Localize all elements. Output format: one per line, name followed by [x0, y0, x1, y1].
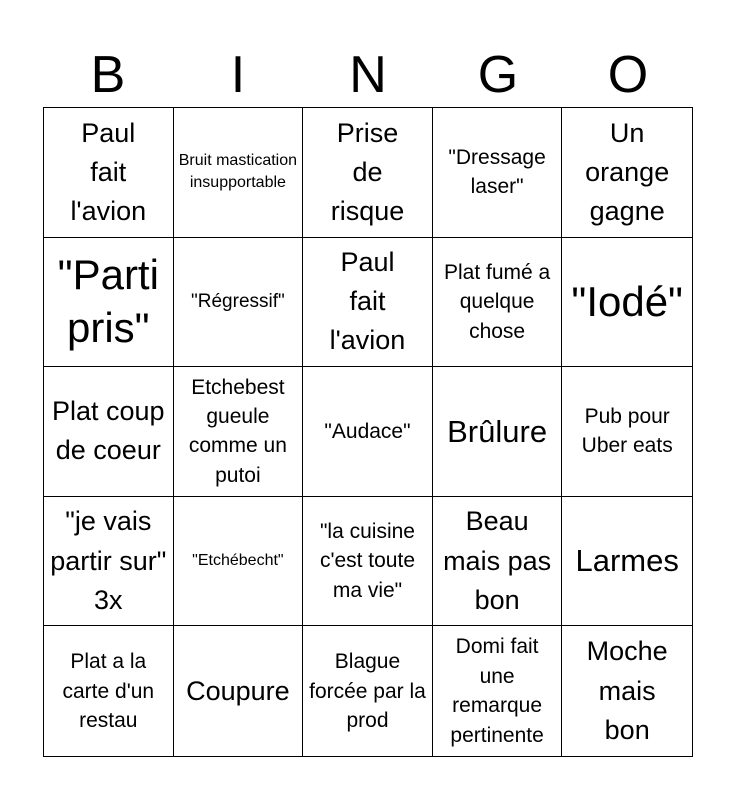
cell-text: Brûlure: [447, 413, 548, 449]
bingo-header: [43, 44, 693, 106]
header-letter-i: I: [230, 46, 246, 104]
bingo-cell[interactable]: [562, 497, 692, 627]
bingo-cell[interactable]: [174, 626, 304, 756]
header-letter-g: G: [477, 46, 519, 104]
bingo-cell[interactable]: [174, 497, 304, 627]
cell-text: Paul fait l'avion: [70, 117, 147, 226]
header-letter-o: O: [607, 46, 649, 104]
header-letter-n: N: [349, 46, 387, 104]
bingo-cell[interactable]: [303, 497, 433, 627]
cell-text: Larmes: [575, 543, 679, 579]
cell-text: Pub pour Uber eats: [581, 405, 673, 458]
bingo-cell[interactable]: [303, 108, 433, 238]
cell-text: Blague forcée par la prod: [309, 650, 426, 732]
bingo-cell[interactable]: [433, 238, 563, 368]
bingo-cell[interactable]: [44, 497, 174, 627]
bingo-cell[interactable]: [562, 626, 692, 756]
cell-text: Plat fumé a quelque chose: [443, 260, 551, 343]
bingo-cell[interactable]: [174, 238, 304, 368]
bingo-cell[interactable]: [44, 238, 174, 368]
bingo-cell[interactable]: [562, 367, 692, 497]
bingo-cell[interactable]: [433, 626, 563, 756]
cell-text: Plat coup de coeur: [52, 396, 165, 466]
cell-text: "je vais partir sur" 3x: [50, 506, 167, 615]
cell-text: "Régressif": [191, 290, 285, 312]
bingo-cell[interactable]: [44, 367, 174, 497]
cell-text: "Parti pris": [57, 251, 159, 351]
cell-text: "Etchébecht": [192, 551, 284, 569]
bingo-cell[interactable]: [433, 497, 563, 627]
cell-text: Etchebest gueule comme un putoi: [188, 375, 287, 487]
cell-text: Un orange gagne: [585, 117, 670, 226]
cell-text: Plat a la carte d'un restau: [62, 650, 155, 732]
cell-text: "Audace": [324, 419, 411, 443]
bingo-cell[interactable]: [303, 238, 433, 368]
bingo-grid: [43, 107, 693, 757]
cell-text: Domi fait une remarque pertinente: [450, 635, 544, 747]
cell-text: Bruit mastication insupportable: [178, 151, 298, 192]
bingo-cell[interactable]: [433, 367, 563, 497]
cell-text: Beau mais pas bon: [443, 506, 552, 615]
bingo-cell[interactable]: [44, 626, 174, 756]
bingo-cell[interactable]: [44, 108, 174, 238]
bingo-cell[interactable]: [433, 108, 563, 238]
cell-text: Paul fait l'avion: [329, 247, 406, 356]
cell-text: "Dressage laser": [448, 145, 546, 199]
bingo-cell[interactable]: [562, 108, 692, 238]
cell-text: Moche mais bon: [586, 636, 668, 745]
cell-text: Coupure: [186, 675, 290, 706]
cell-text: "la cuisine c'est toute ma vie": [319, 520, 416, 602]
header-letter-b: B: [90, 46, 126, 104]
bingo-cell[interactable]: [303, 626, 433, 756]
bingo-cell[interactable]: [303, 367, 433, 497]
cell-text: Prise de risque: [330, 117, 405, 226]
bingo-cell[interactable]: [174, 108, 304, 238]
bingo-cell[interactable]: [562, 238, 692, 368]
cell-text: "Iodé": [571, 277, 683, 325]
bingo-cell[interactable]: [174, 367, 304, 497]
